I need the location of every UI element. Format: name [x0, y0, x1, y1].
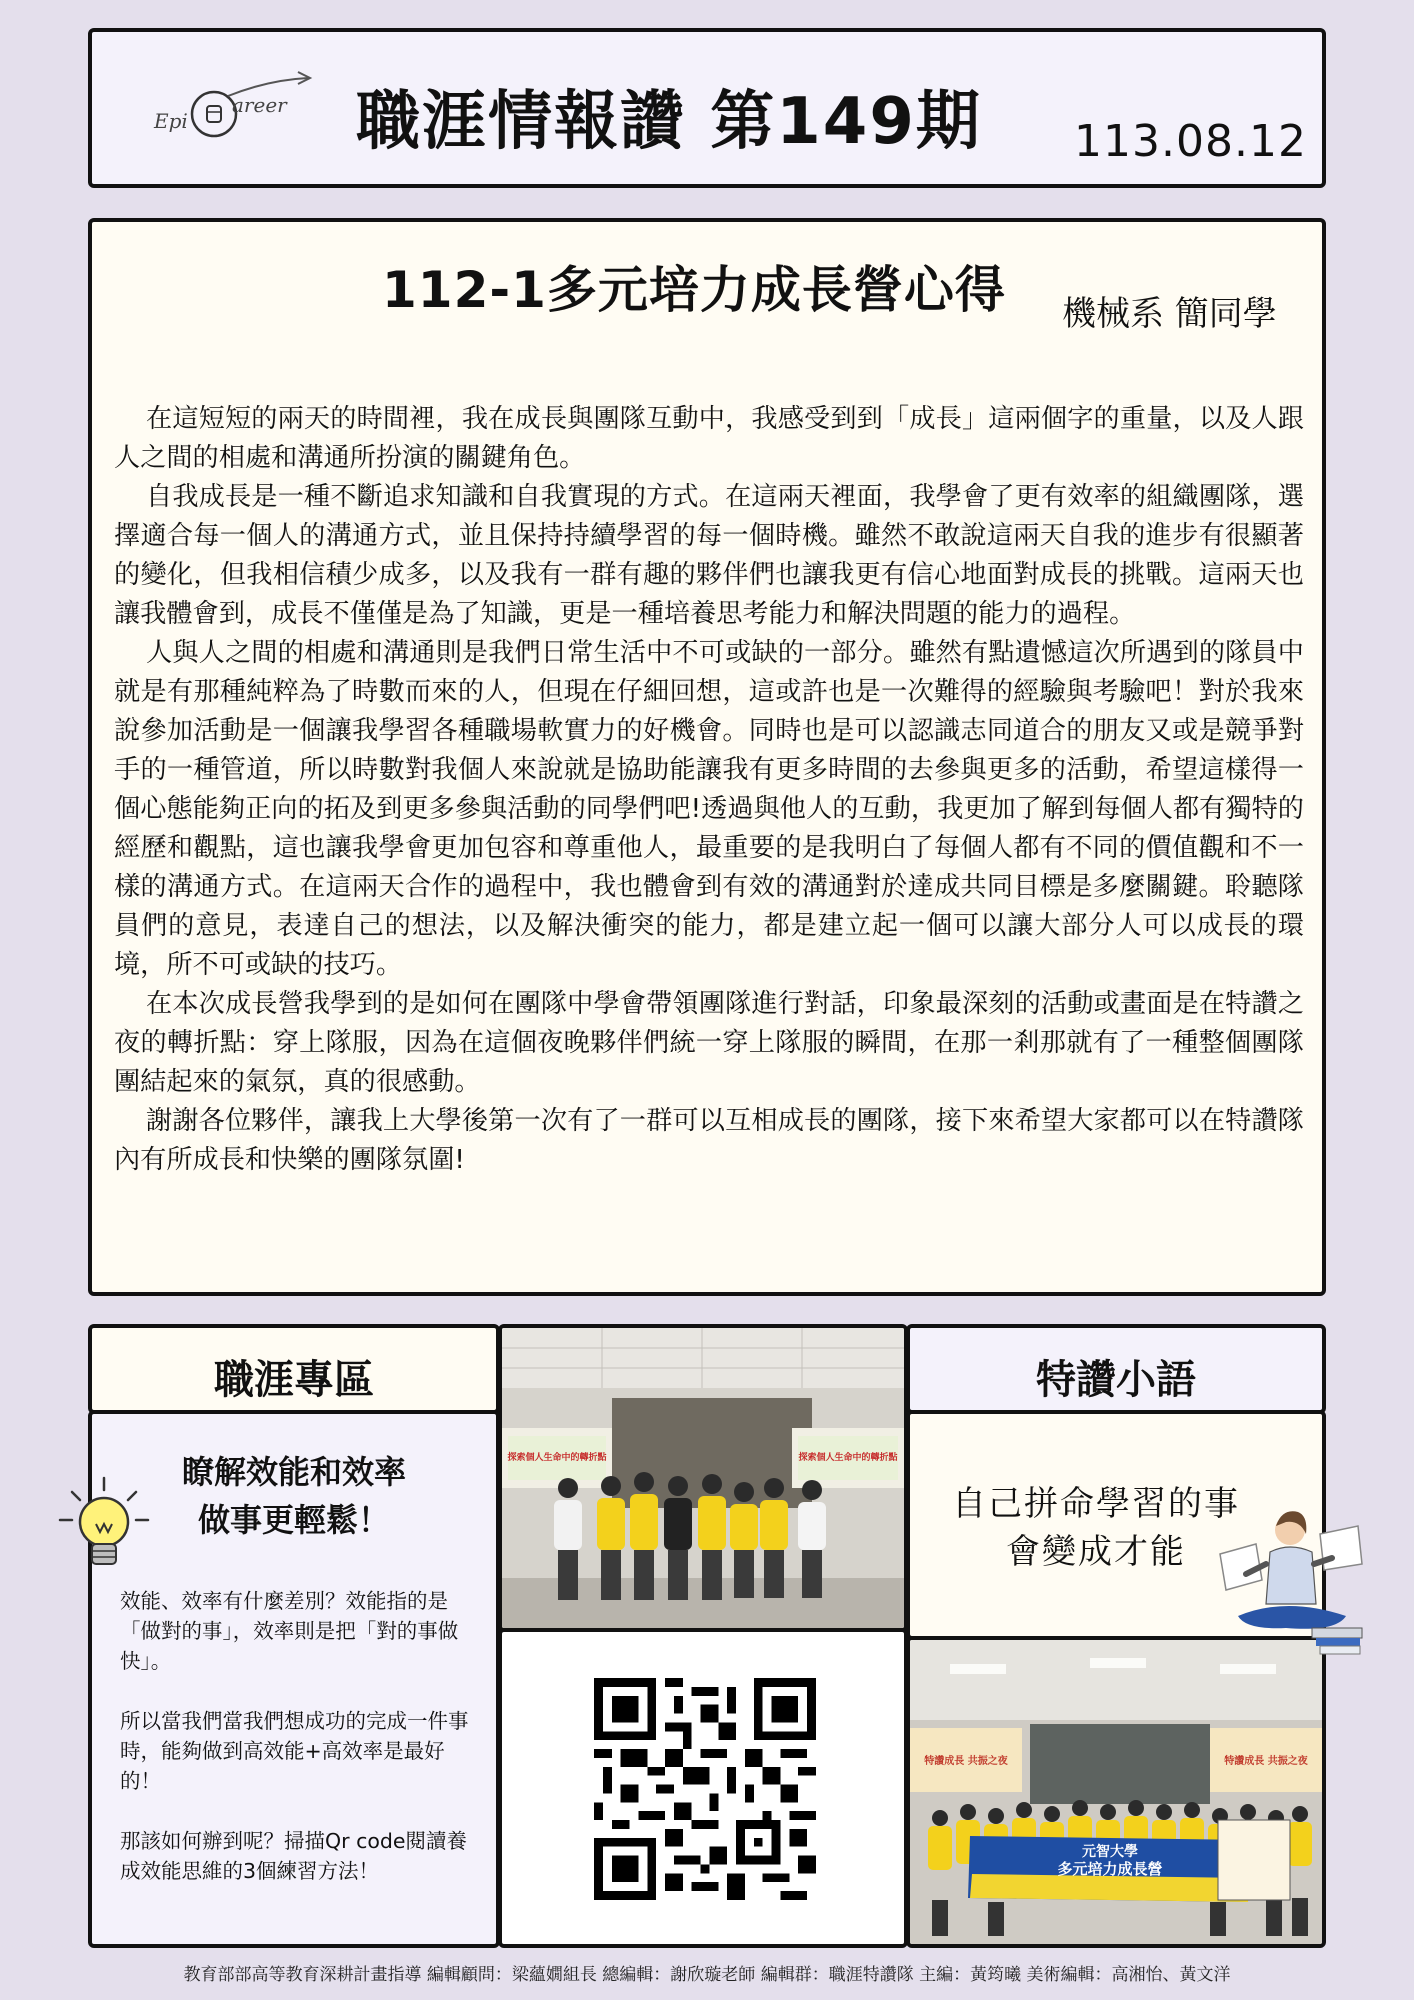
career-section-header: [88, 1324, 500, 1414]
studying-person-illustration: [1216, 1504, 1366, 1664]
career-title-line: 瞭解效能和效率: [181, 1453, 406, 1491]
screen-text-right: 探索個人生命中的轉折點: [798, 1453, 898, 1463]
quote-line: 自己拼命學習的事: [952, 1484, 1240, 1524]
article-author: 機械系 簡同學: [1062, 294, 1277, 334]
credits-footer: 教育部部高等教育深耕計畫指導 編輯顧問：梁蘊嫺組長 總編輯：謝欣璇老師 編輯群：職涯特讚隊 主編：黃筠曦 美術編輯：高湘怡、黃文洋: [183, 1965, 1231, 1985]
career-paragraph: 那該如何辦到呢？掃描Qr code閱讀養成效能思維的3個練習方法！: [120, 1829, 468, 1883]
svg-text:Epi: Epi: [154, 109, 188, 133]
quote-heading: 特讚小語: [1036, 1357, 1196, 1403]
article-paragraph: 謝謝各位夥伴，讓我上大學後第一次有了一群可以互相成長的團隊，接下來希望大家都可以在特讚隊內有所成長和快樂的團隊氛圍!: [114, 1106, 1304, 1175]
banner-line-1: 元智大學: [1082, 1844, 1138, 1860]
svg-text:areer: areer: [232, 93, 287, 117]
issue-date: 113.08.12: [1074, 116, 1307, 167]
group-photo-large-image: [910, 1640, 1322, 1944]
career-title-line: 做事更輕鬆！: [197, 1501, 390, 1539]
screen-text-right: 特讚成長 共振之夜: [1224, 1756, 1308, 1767]
career-title: [92, 1448, 496, 1544]
header-banner: [88, 28, 1326, 188]
lightbulb-icon: [58, 1474, 150, 1584]
article-panel: [88, 218, 1326, 1296]
banner-line-2: 多元培力成長營: [1057, 1860, 1163, 1878]
epi-career-logo: [148, 66, 328, 146]
article-body: [114, 400, 1304, 1180]
screen-text-left: 探索個人生命中的轉折點: [507, 1453, 607, 1463]
qr-code-panel: [498, 1628, 908, 1948]
career-text: [120, 1586, 472, 1916]
article-paragraph: 自我成長是一種不斷追求知識和自我實現的方式。在這兩天裡面，我學會了更有效率的組織團隊，選擇適合每一個人的溝通方式，並且保持持續學習的每一個時機。雖然不敢說這兩天自我的進步有很顯著的變化，但我相信積少成多，以及我有一群有趣的夥伴們也讓我更有信心地面對成長的挑戰。這兩天也讓我體會到，成長不僅僅是為了知識，更是一種培養思考能力和解決問題的能力的過程。: [114, 482, 1304, 629]
group-photo-small: [498, 1324, 908, 1632]
article-paragraph: 人與人之間的相處和溝通則是我們日常生活中不可或缺的一部分。雖然有點遺憾這次所遇到的隊員中就是有那種純粹為了時數而來的人，但現在仔細回想，這或許也是一次難得的經驗與考驗吧！對於我來說參加活動是一個讓我學習各種職場軟實力的好機會。同時也是可以認識志同道合的朋友又或是競爭對手的一種管道，所以時數對我個人來說就是協助能讓我有更多時間的去參與更多的活動，希望這樣得一個心態能夠正向的拓及到更多參與活動的同學們吧!透過與他人的互動，我更加了解到每個人都有獨特的經歷和觀點，這也讓我學會更加包容和尊重他人，最重要的是我明白了每個人都有不同的價值觀和不一樣的溝通方式。在這兩天合作的過程中，我也體會到有效的溝通對於達成共同目標是多麼關鍵。聆聽隊員們的意見，表達自己的想法，以及解決衝突的能力，都是建立起一個可以讓大部分人可以成長的環境，所不可或缺的技巧。: [114, 638, 1304, 980]
screen-text-left: 特讚成長 共振之夜: [924, 1756, 1008, 1767]
career-paragraph: 效能、效率有什麼差別？效能指的是「做對的事」，效率則是把「對的事做快」。: [120, 1589, 459, 1673]
career-paragraph: 所以當我們當我們想成功的完成一件事時，能夠做到高效能+高效率是最好的！: [120, 1709, 469, 1793]
qr-code[interactable]: [594, 1678, 816, 1900]
career-heading: 職涯專區: [214, 1357, 374, 1403]
quote-line: 會變成才能: [1006, 1532, 1186, 1572]
group-photo-small-image: [502, 1328, 904, 1628]
quote-section-header: [906, 1324, 1326, 1414]
article-title: 112-1多元培力成長營心得: [382, 261, 1006, 319]
article-paragraph: 在本次成長營我學到的是如何在團隊中學會帶領團隊進行對話，印象最深刻的活動或畫面是在特讚之夜的轉折點：穿上隊服，因為在這個夜晚夥伴們統一穿上隊服的瞬間，在那一剎那就有了一種整個團隊團結起來的氣氛，真的很感動。: [114, 989, 1304, 1097]
article-paragraph: 在這短短的兩天的時間裡，我在成長與團隊互動中，我感受到到「成長」這兩個字的重量，以及人跟人之間的相處和溝通所扮演的關鍵角色。: [114, 404, 1304, 473]
group-photo-large: [906, 1636, 1326, 1948]
page-title: 職涯情報讚 第149期: [356, 85, 982, 159]
